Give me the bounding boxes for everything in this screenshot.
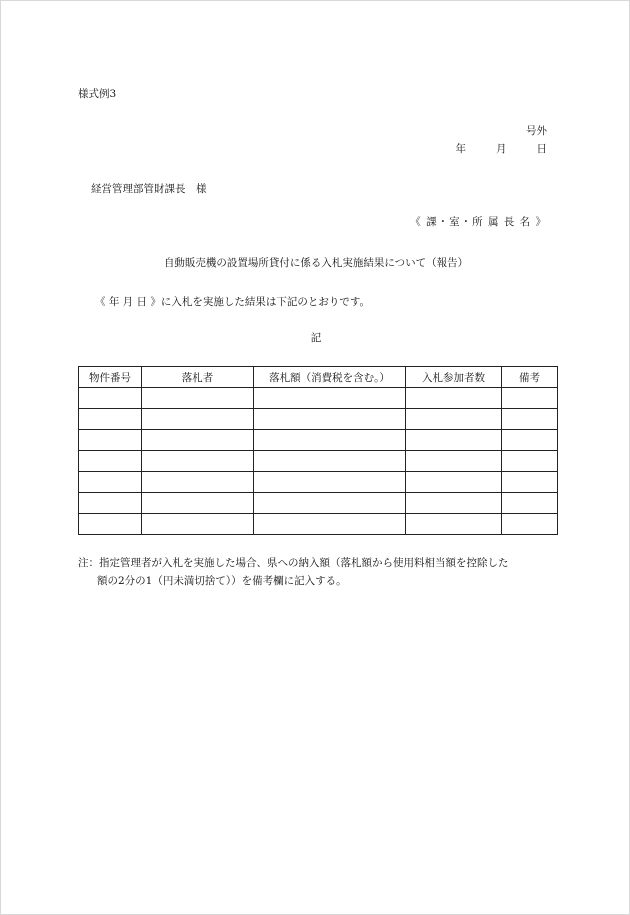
header-property-number: 物件番号 [79,367,142,388]
table-cell [254,493,406,514]
addressee: 経営管理部管財課長 様 [91,183,207,195]
table-row [79,493,558,514]
header-winning-amount: 落札額（消費税を含む。） [254,367,406,388]
table-cell [79,514,142,535]
table-cell [254,514,406,535]
table-cell [406,409,502,430]
table-cell [79,472,142,493]
date-month: 月 [496,143,507,155]
note [78,554,509,590]
note-line-1: 注：指定管理者が入札を実施した場合、県への納入額（落札額から使用料相当額を控除した [78,557,509,569]
ki-heading: 記 [310,332,322,344]
table-row [79,388,558,409]
table-cell [254,451,406,472]
table-cell [502,430,558,451]
table-cell [254,430,406,451]
date-year: 年 [455,143,466,155]
table-row [79,430,558,451]
header-bidder-count: 入札参加者数 [406,367,502,388]
table-cell [502,514,558,535]
table-cell [254,388,406,409]
table-cell [79,388,142,409]
table-row [79,472,558,493]
table-row [79,514,558,535]
table-cell [79,493,142,514]
table-cell [142,472,254,493]
table-cell [254,472,406,493]
table-cell [142,409,254,430]
table-cell [502,493,558,514]
table-cell [502,409,558,430]
table-cell [142,514,254,535]
table-cell [406,430,502,451]
table-cell [406,388,502,409]
header-remarks: 備考 [502,367,558,388]
table-cell [79,451,142,472]
date-line [456,142,548,156]
sender-name: 《 課・室・所 属 長 名 》 [410,216,547,228]
document-number-label: 号外 [526,125,547,137]
table-cell [502,451,558,472]
table-cell [142,493,254,514]
note-line-2: 額の2分の1（円未満切捨て））を備考欄に記入する。 [97,575,347,587]
table-cell [142,430,254,451]
table-row [79,451,558,472]
table-cell [79,430,142,451]
table-cell [502,472,558,493]
table-body [79,388,558,535]
table-cell [406,493,502,514]
table-cell [406,451,502,472]
form-label: 様式例3 [78,88,117,100]
statement: 《 年 月 日 》に入札を実施した結果は下記のとおりです。 [95,296,371,308]
table-cell [142,451,254,472]
table-cell [406,472,502,493]
table-cell [79,409,142,430]
table-cell [142,388,254,409]
results-table [78,366,558,535]
document-subject: 自動販売機の設置場所貸付に係る入札実施結果について（報告） [163,257,469,269]
table-cell [254,409,406,430]
table-cell [406,514,502,535]
table-row [79,409,558,430]
table-cell [502,388,558,409]
header-winning-bidder: 落札者 [142,367,254,388]
table-header-row [79,367,558,388]
date-day: 日 [536,143,547,155]
